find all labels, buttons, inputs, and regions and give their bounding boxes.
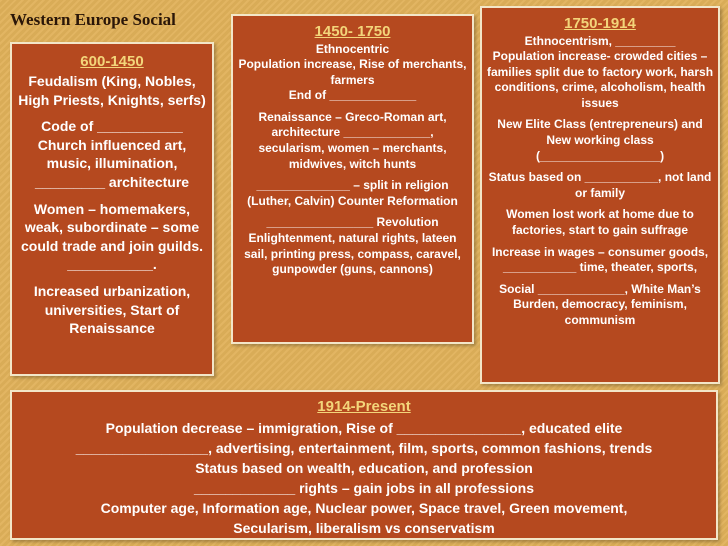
period-text: ________________ Revolution Enlightenment, natural rights, lateen sail, printing press, compass, caravel, gunpowder (guns, cannons): [244, 215, 461, 277]
period-heading: 1914-Present: [317, 398, 411, 415]
period-text: Women – homemakers, weak, subordinate – some could trade and join guilds. ___________.: [20, 200, 203, 273]
period-text: ______________ – split in religion (Luther, Calvin) Counter Reformation: [247, 178, 458, 208]
slide-title: Western Europe Social: [10, 10, 176, 29]
period-text: Population increase- crowded cities – families split due to factory work, harsh conditions, crime, alcoholism, health issues: [486, 49, 714, 110]
period-heading: 1450- 1750: [314, 23, 391, 40]
period-box-600-1450: [10, 42, 214, 376]
period-box-1914-present: [10, 390, 718, 540]
period-text: Renaissance – Greco-Roman art, architecture _____________, secularism, women – merchants, midwives, witch hunts: [258, 109, 447, 171]
period-text: Social _____________, White Man’s Burden, democracy, feminism, communism: [499, 281, 701, 327]
period-heading: 600-1450: [80, 53, 144, 70]
period-text: Status based on ___________, not land or family: [488, 170, 712, 200]
period-text: Code of ___________ Church influenced art, music, illumination, _________ architecture: [34, 118, 190, 190]
period-text: Feudalism (King, Nobles, High Priests, Knights, serfs): [18, 72, 206, 108]
period-text: New Elite Class (entrepreneurs) and New working class (__________________): [497, 117, 703, 163]
period-text: Population increase, Rise of merchants, farmers: [238, 57, 467, 87]
period-text: Ethnocentric: [315, 41, 390, 56]
period-text: _____________ rights – gain jobs in all professions: [193, 480, 535, 497]
period-text: Increased urbanization, universities, Start of Renaissance: [33, 283, 191, 337]
period-box-1450-1750: [231, 14, 474, 344]
period-text: Secularism, liberalism vs conservatism: [233, 520, 495, 537]
period-text: Ethnocentrism, _________: [524, 33, 676, 48]
period-text: Women lost work at home due to factories, start to gain suffrage: [506, 207, 694, 238]
period-text: _________________, advertising, entertainment, film, sports, common fashions, trends: [75, 439, 653, 456]
period-heading: 1750-1914: [564, 15, 636, 32]
period-text: Status based on wealth, education, and profession: [195, 459, 533, 476]
period-text: Population decrease – immigration, Rise of ________________, educated elite: [105, 419, 623, 436]
period-text: Increase in wages – consumer goods, ___________ time, theater, sports,: [491, 244, 709, 275]
period-text: Computer age, Information age, Nuclear power, Space travel, Green movement,: [100, 500, 628, 517]
period-text: End of _____________: [288, 88, 417, 103]
period-box-1750-1914: [480, 6, 720, 384]
